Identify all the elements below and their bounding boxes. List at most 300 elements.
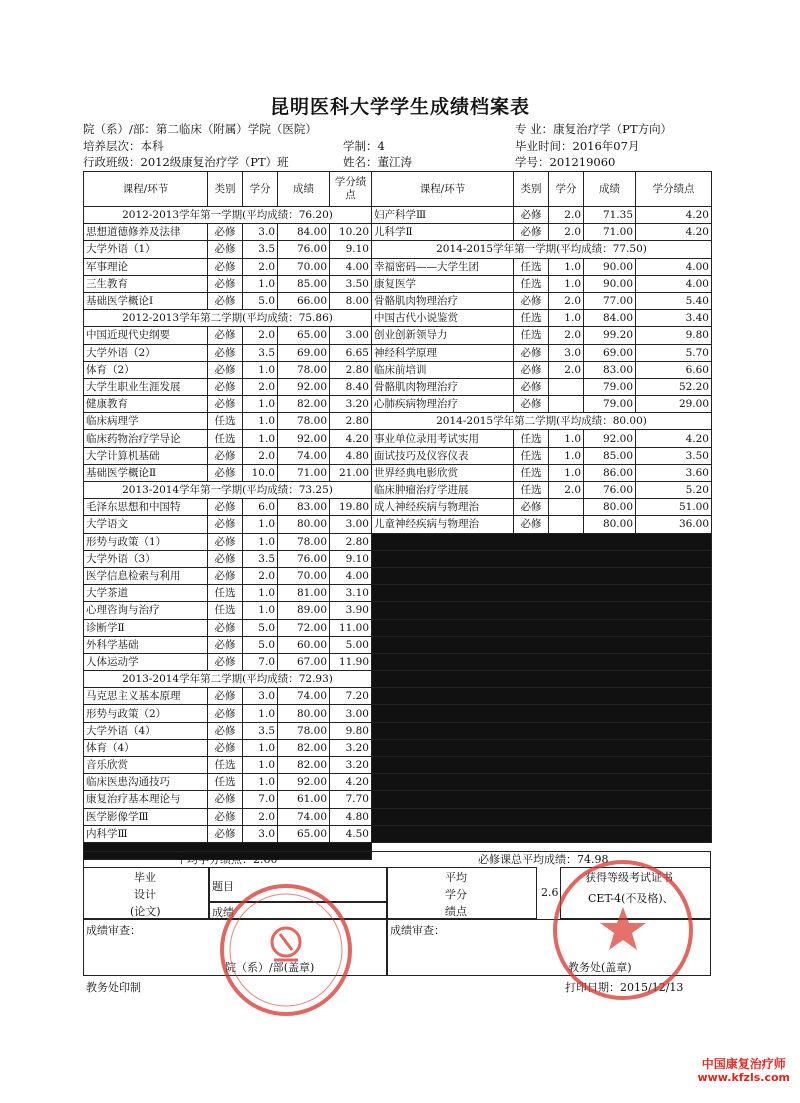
credit-cell: 6.0 — [243, 499, 278, 516]
course-cell: 骨骼肌肉物理治疗 — [372, 292, 514, 309]
score-cell: 65.00 — [278, 825, 330, 842]
credit-cell: 2.0 — [243, 447, 278, 464]
score-cell: 69.00 — [584, 344, 636, 361]
course-cell: 成人神经疾病与物理治 — [372, 499, 514, 516]
gpa-cell: 3.50 — [330, 275, 372, 292]
course-cell: 思想道德修养及法律 — [84, 224, 208, 241]
certificates-title: 获得等级考试证书 — [585, 871, 673, 884]
type-cell: 任选 — [514, 258, 549, 275]
table-row — [84, 464, 712, 481]
credit-cell: 2.0 — [549, 361, 584, 378]
credit-cell: 2.0 — [243, 808, 278, 825]
type-cell: 任选 — [208, 757, 243, 774]
course-cell: 骨骼肌肉物理治疗 — [372, 378, 514, 395]
table-row — [84, 516, 712, 533]
table-row — [84, 499, 712, 516]
type-cell: 必修 — [208, 688, 243, 705]
course-cell: 面试技巧及仪容仪表 — [372, 447, 514, 464]
type-cell: 必修 — [514, 344, 549, 361]
blank-cell — [372, 722, 712, 739]
gpa-cell: 3.60 — [636, 464, 712, 481]
type-cell: 任选 — [514, 482, 549, 499]
score-cell: 70.00 — [278, 567, 330, 584]
course-cell: 儿童神经疾病与物理治 — [372, 516, 514, 533]
score-cell: 86.00 — [584, 464, 636, 481]
type-cell: 必修 — [208, 533, 243, 550]
table-row — [84, 361, 712, 378]
score-cell: 80.00 — [278, 516, 330, 533]
document-title: 昆明医科大学学生成绩档案表 — [269, 96, 530, 118]
header-gpa: 学分绩点 — [636, 172, 712, 207]
type-cell: 任选 — [514, 430, 549, 447]
gpa-cell: 4.00 — [636, 258, 712, 275]
class-field: 行政班级：2012级康复治疗学（PT）班 — [83, 155, 289, 169]
table-row — [84, 671, 712, 688]
type-cell: 必修 — [208, 241, 243, 258]
topic-label: 题目 — [212, 880, 234, 893]
score-cell: 71.00 — [278, 464, 330, 481]
average-line3: 绩点 — [445, 905, 467, 918]
credit-cell: 7.0 — [243, 791, 278, 808]
score-cell: 74.00 — [278, 447, 330, 464]
credit-cell: 2.0 — [549, 292, 584, 309]
credit-cell: 3.5 — [243, 550, 278, 567]
type-cell: 必修 — [208, 292, 243, 309]
gpa-cell: 4.20 — [636, 430, 712, 447]
gpa-cell: 3.00 — [330, 705, 372, 722]
semester-header: 2013-2014学年第二学期(平均成绩：72.93) — [84, 671, 372, 688]
type-cell: 必修 — [514, 378, 549, 395]
score-cell: 80.00 — [584, 499, 636, 516]
course-cell: 大学语文 — [84, 516, 208, 533]
blank-cell — [372, 567, 712, 584]
course-cell: 体育（2） — [84, 361, 208, 378]
type-cell: 任选 — [514, 327, 549, 344]
gpa-cell: 9.10 — [330, 241, 372, 258]
credit-cell — [549, 499, 584, 516]
gpa-cell: 3.20 — [330, 739, 372, 756]
course-cell: 三生教育 — [84, 275, 208, 292]
credit-cell — [549, 516, 584, 533]
credit-cell: 1.0 — [549, 447, 584, 464]
credit-cell: 2.0 — [549, 327, 584, 344]
gpa-cell: 9.80 — [330, 722, 372, 739]
graduation-design-line2: 设计 — [134, 888, 156, 901]
score-cell: 76.00 — [278, 241, 330, 258]
credit-cell: 2.0 — [549, 482, 584, 499]
blank-cell — [372, 619, 712, 636]
score-cell: 92.00 — [584, 430, 636, 447]
gpa-cell: 3.40 — [636, 310, 712, 327]
type-cell: 必修 — [208, 653, 243, 670]
credit-cell: 1.0 — [549, 430, 584, 447]
course-cell: 马克思主义基本原理 — [84, 688, 208, 705]
gpa-cell: 2.80 — [330, 533, 372, 550]
score-cell: 82.00 — [278, 396, 330, 413]
gpa-cell: 7.70 — [330, 791, 372, 808]
course-cell: 基础医学概论Ⅰ — [84, 292, 208, 309]
type-cell: 必修 — [514, 207, 549, 224]
gpa-cell: 19.80 — [330, 499, 372, 516]
certificate-item: CET-4(不及格)、 — [588, 892, 674, 905]
score-cell: 67.00 — [278, 653, 330, 670]
credit-cell: 1.0 — [243, 396, 278, 413]
credit-cell: 1.0 — [243, 585, 278, 602]
header-credit: 学分 — [243, 172, 278, 207]
credit-cell: 3.5 — [243, 241, 278, 258]
type-cell: 必修 — [208, 378, 243, 395]
gpa-cell: 5.70 — [636, 344, 712, 361]
stamp-right-label: 教务处(盖章) — [568, 961, 632, 974]
score-cell: 71.35 — [584, 207, 636, 224]
blank-cell — [372, 757, 712, 774]
table-row — [84, 396, 712, 413]
gpa-cell: 4.00 — [330, 258, 372, 275]
course-cell: 康复治疗基本理论与 — [84, 791, 208, 808]
gpa-cell: 21.00 — [330, 464, 372, 481]
credit-cell: 1.0 — [243, 705, 278, 722]
gpa-cell: 3.00 — [330, 516, 372, 533]
header-type: 类别 — [514, 172, 549, 207]
score-cell: 69.00 — [278, 344, 330, 361]
gpa-cell: 3.10 — [330, 585, 372, 602]
course-cell: 创业创新领导力 — [372, 327, 514, 344]
table-row — [84, 533, 712, 550]
score-cell: 80.00 — [278, 705, 330, 722]
course-cell: 人体运动学 — [84, 653, 208, 670]
header-type: 类别 — [208, 172, 243, 207]
type-cell: 必修 — [514, 361, 549, 378]
header-gpa: 学分绩点 — [330, 172, 372, 207]
score-cell: 81.00 — [278, 585, 330, 602]
type-cell: 必修 — [208, 327, 243, 344]
semester-header: 2014-2015学年第二学期(平均成绩：80.00) — [372, 413, 712, 430]
score-cell: 83.00 — [584, 361, 636, 378]
credit-cell: 1.0 — [549, 275, 584, 292]
credit-cell: 3.0 — [549, 344, 584, 361]
credit-cell: 1.0 — [243, 275, 278, 292]
table-row — [84, 413, 712, 430]
credit-cell: 3.0 — [243, 224, 278, 241]
course-cell: 诊断学Ⅱ — [84, 619, 208, 636]
score-cell: 92.00 — [278, 430, 330, 447]
score-cell: 66.00 — [278, 292, 330, 309]
gpa-cell: 8.40 — [330, 378, 372, 395]
credit-cell: 1.0 — [549, 258, 584, 275]
credit-cell: 3.0 — [243, 825, 278, 842]
table-row — [84, 757, 712, 774]
type-cell: 必修 — [208, 224, 243, 241]
type-cell: 必修 — [208, 464, 243, 481]
score-cell: 89.00 — [278, 602, 330, 619]
table-row — [84, 482, 712, 499]
table-row — [84, 447, 712, 464]
type-cell: 必修 — [208, 516, 243, 533]
stamp-left-label: 院（系）/部(盖章) — [225, 961, 315, 974]
type-cell: 必修 — [208, 499, 243, 516]
type-cell: 必修 — [514, 224, 549, 241]
score-cell: 84.00 — [278, 224, 330, 241]
blank-cell — [372, 550, 712, 567]
type-cell: 必修 — [208, 344, 243, 361]
course-cell: 大学外语（4） — [84, 722, 208, 739]
course-cell: 军事理论 — [84, 258, 208, 275]
gpa-cell: 11.00 — [330, 619, 372, 636]
type-cell: 任选 — [208, 602, 243, 619]
course-cell: 世界经典电影欣赏 — [372, 464, 514, 481]
blank-cell — [372, 739, 712, 756]
score-cell: 78.00 — [278, 361, 330, 378]
course-cell: 外科学基础 — [84, 636, 208, 653]
score-cell: 77.00 — [584, 292, 636, 309]
gpa-cell: 6.60 — [636, 361, 712, 378]
credit-cell: 10.0 — [243, 464, 278, 481]
gpa-cell: 52.20 — [636, 378, 712, 395]
score-cell: 83.00 — [278, 499, 330, 516]
duration-field: 学制：4 — [343, 139, 385, 153]
gpa-cell: 11.90 — [330, 653, 372, 670]
gpa-cell: 3.20 — [330, 757, 372, 774]
gpa-cell: 4.20 — [330, 430, 372, 447]
gpa-cell: 7.20 — [330, 688, 372, 705]
table-row — [84, 791, 712, 808]
type-cell: 任选 — [514, 310, 549, 327]
brand-watermark — [697, 1057, 790, 1085]
table-row — [84, 344, 712, 361]
average-line1: 平均 — [445, 871, 467, 884]
course-cell: 中国古代小说鉴赏 — [372, 310, 514, 327]
type-cell: 必修 — [208, 722, 243, 739]
graduation-field: 毕业时间：2016年07月 — [515, 139, 640, 153]
credit-cell: 2.0 — [243, 378, 278, 395]
table-row — [84, 585, 712, 602]
printed-by: 教务处印制 — [86, 981, 141, 994]
table-row — [84, 705, 712, 722]
type-cell: 任选 — [208, 430, 243, 447]
gpa-cell: 3.90 — [330, 602, 372, 619]
credit-cell: 5.0 — [243, 292, 278, 309]
semester-header: 2013-2014学年第一学期(平均成绩：73.25) — [84, 482, 372, 499]
course-cell: 临床肿瘤治疗学进展 — [372, 482, 514, 499]
table-row — [84, 292, 712, 309]
type-cell: 任选 — [514, 275, 549, 292]
gpa-cell: 4.00 — [636, 275, 712, 292]
course-cell: 中国近现代史纲要 — [84, 327, 208, 344]
type-cell: 必修 — [208, 396, 243, 413]
grades-table — [83, 171, 712, 860]
course-cell: 大学茶道 — [84, 585, 208, 602]
gpa-cell: 4.20 — [636, 207, 712, 224]
blank-cell — [372, 791, 712, 808]
blank-cell — [372, 688, 712, 705]
course-cell: 大学外语（2） — [84, 344, 208, 361]
score-label: 成绩 — [212, 906, 234, 919]
brand-name: 中国康复治疗师 — [701, 1057, 786, 1071]
course-cell: 体育（4） — [84, 739, 208, 756]
blank-cell — [372, 774, 712, 791]
score-cell: 76.00 — [278, 550, 330, 567]
score-cell: 74.00 — [278, 808, 330, 825]
score-cell: 85.00 — [584, 447, 636, 464]
type-cell: 必修 — [208, 808, 243, 825]
course-cell: 临床前培训 — [372, 361, 514, 378]
gpa-cell: 2.80 — [330, 413, 372, 430]
department-field: 院（系）/部：第二临床（附属）学院（医院） — [83, 122, 317, 136]
score-cell: 85.00 — [278, 275, 330, 292]
table-row — [84, 739, 712, 756]
type-cell: 任选 — [208, 585, 243, 602]
credit-cell: 1.0 — [243, 533, 278, 550]
graduation-design-line3: (论文) — [130, 905, 161, 918]
score-cell: 78.00 — [278, 533, 330, 550]
credit-cell: 1.0 — [549, 310, 584, 327]
course-cell: 大学计算机基础 — [84, 447, 208, 464]
blank-cell — [372, 808, 712, 825]
type-cell: 必修 — [208, 619, 243, 636]
academic-affairs-seal — [548, 855, 698, 1005]
course-cell: 临床药物治疗学导论 — [84, 430, 208, 447]
course-cell: 临床医患沟通技巧 — [84, 774, 208, 791]
semester-header: 2014-2015学年第一学期(平均成绩：77.50) — [372, 241, 712, 258]
table-row — [84, 602, 712, 619]
score-cell: 71.00 — [584, 224, 636, 241]
table-row — [84, 774, 712, 791]
table-row — [84, 275, 712, 292]
course-cell: 健康教育 — [84, 396, 208, 413]
table-row — [84, 653, 712, 670]
print-date: 打印日期：2015/12/13 — [565, 981, 684, 994]
course-cell: 医学信息检索与利用 — [84, 567, 208, 584]
table-row — [84, 825, 712, 842]
score-cell: 99.20 — [584, 327, 636, 344]
type-cell: 任选 — [514, 464, 549, 481]
gpa-cell: 3.50 — [636, 447, 712, 464]
type-cell: 任选 — [514, 447, 549, 464]
score-cell: 72.00 — [278, 619, 330, 636]
review-left-label: 成绩审查： — [86, 924, 141, 937]
credit-cell: 2.0 — [243, 258, 278, 275]
type-cell: 必修 — [208, 705, 243, 722]
gpa-cell: 10.20 — [330, 224, 372, 241]
level-field: 培养层次：本科 — [83, 139, 164, 153]
review-right-label: 成绩审查： — [390, 924, 445, 937]
course-cell: 心理咨询与治疗 — [84, 602, 208, 619]
graduation-design-line1: 毕业 — [134, 871, 156, 884]
table-row — [84, 310, 712, 327]
credit-cell: 1.0 — [549, 464, 584, 481]
student-id-field: 学号：201219060 — [515, 155, 616, 169]
credit-cell: 3.0 — [243, 688, 278, 705]
credit-cell: 5.0 — [243, 619, 278, 636]
course-cell: 心肺疾病物理治疗 — [372, 396, 514, 413]
blank-cell — [372, 602, 712, 619]
course-cell: 大学外语（1） — [84, 241, 208, 258]
gpa-cell: 2.80 — [330, 361, 372, 378]
gpa-cell: 9.10 — [330, 550, 372, 567]
gpa-cell: 5.00 — [330, 636, 372, 653]
gpa-cell: 4.00 — [330, 567, 372, 584]
blank-cell — [372, 825, 712, 842]
blank-cell — [372, 671, 712, 688]
table-row — [84, 550, 712, 567]
blank-cell — [372, 533, 712, 550]
blank-cell — [372, 705, 712, 722]
table-header-row — [84, 172, 712, 207]
credit-cell: 1.0 — [243, 602, 278, 619]
type-cell: 必修 — [208, 550, 243, 567]
table-row — [84, 327, 712, 344]
course-cell: 大学生职业生涯发展 — [84, 378, 208, 395]
type-cell: 必修 — [208, 361, 243, 378]
course-cell: 康复医学 — [372, 275, 514, 292]
credit-cell: 2.0 — [243, 567, 278, 584]
gpa-cell: 4.80 — [330, 808, 372, 825]
score-cell: 90.00 — [584, 275, 636, 292]
score-cell: 70.00 — [278, 258, 330, 275]
gpa-cell: 8.00 — [330, 292, 372, 309]
score-cell: 80.00 — [584, 516, 636, 533]
gpa-cell: 29.00 — [636, 396, 712, 413]
score-cell: 74.00 — [278, 688, 330, 705]
credit-cell: 1.0 — [243, 430, 278, 447]
type-cell: 必修 — [208, 275, 243, 292]
score-cell: 92.00 — [278, 378, 330, 395]
gpa-cell: 4.20 — [636, 224, 712, 241]
credit-cell: 1.0 — [243, 361, 278, 378]
gpa-cell: 51.00 — [636, 499, 712, 516]
credit-cell — [549, 378, 584, 395]
credit-cell: 1.0 — [243, 413, 278, 430]
course-cell: 内科学Ⅲ — [84, 825, 208, 842]
college-seal — [216, 880, 356, 1020]
blank-cell — [372, 636, 712, 653]
credit-cell: 7.0 — [243, 653, 278, 670]
type-cell: 必修 — [514, 292, 549, 309]
table-row — [84, 207, 712, 224]
type-cell: 必修 — [514, 499, 549, 516]
header-course: 课程/环节 — [84, 172, 208, 207]
type-cell: 必修 — [208, 791, 243, 808]
score-cell: 82.00 — [278, 757, 330, 774]
credit-cell: 5.0 — [243, 636, 278, 653]
table-row — [84, 722, 712, 739]
table-row — [84, 808, 712, 825]
credit-cell — [549, 396, 584, 413]
type-cell: 必修 — [514, 396, 549, 413]
score-cell: 65.00 — [278, 327, 330, 344]
credit-cell: 1.0 — [243, 739, 278, 756]
score-cell: 84.00 — [584, 310, 636, 327]
average-value: 2.6 — [541, 886, 559, 899]
score-cell: 61.00 — [278, 791, 330, 808]
credit-cell: 1.0 — [243, 774, 278, 791]
score-cell: 92.00 — [278, 774, 330, 791]
credit-cell: 3.5 — [243, 722, 278, 739]
table-row — [84, 378, 712, 395]
score-cell: 78.00 — [278, 722, 330, 739]
course-cell: 音乐欣赏 — [84, 757, 208, 774]
type-cell: 任选 — [208, 774, 243, 791]
credit-cell: 2.0 — [549, 207, 584, 224]
major-field: 专 业：康复治疗学（PT方向） — [515, 122, 673, 136]
gpa-cell: 5.40 — [636, 292, 712, 309]
gpa-cell: 36.00 — [636, 516, 712, 533]
table-row — [84, 430, 712, 447]
course-cell: 临床病理学 — [84, 413, 208, 430]
score-cell: 90.00 — [584, 258, 636, 275]
header-score: 成绩 — [278, 172, 330, 207]
type-cell: 必修 — [208, 636, 243, 653]
